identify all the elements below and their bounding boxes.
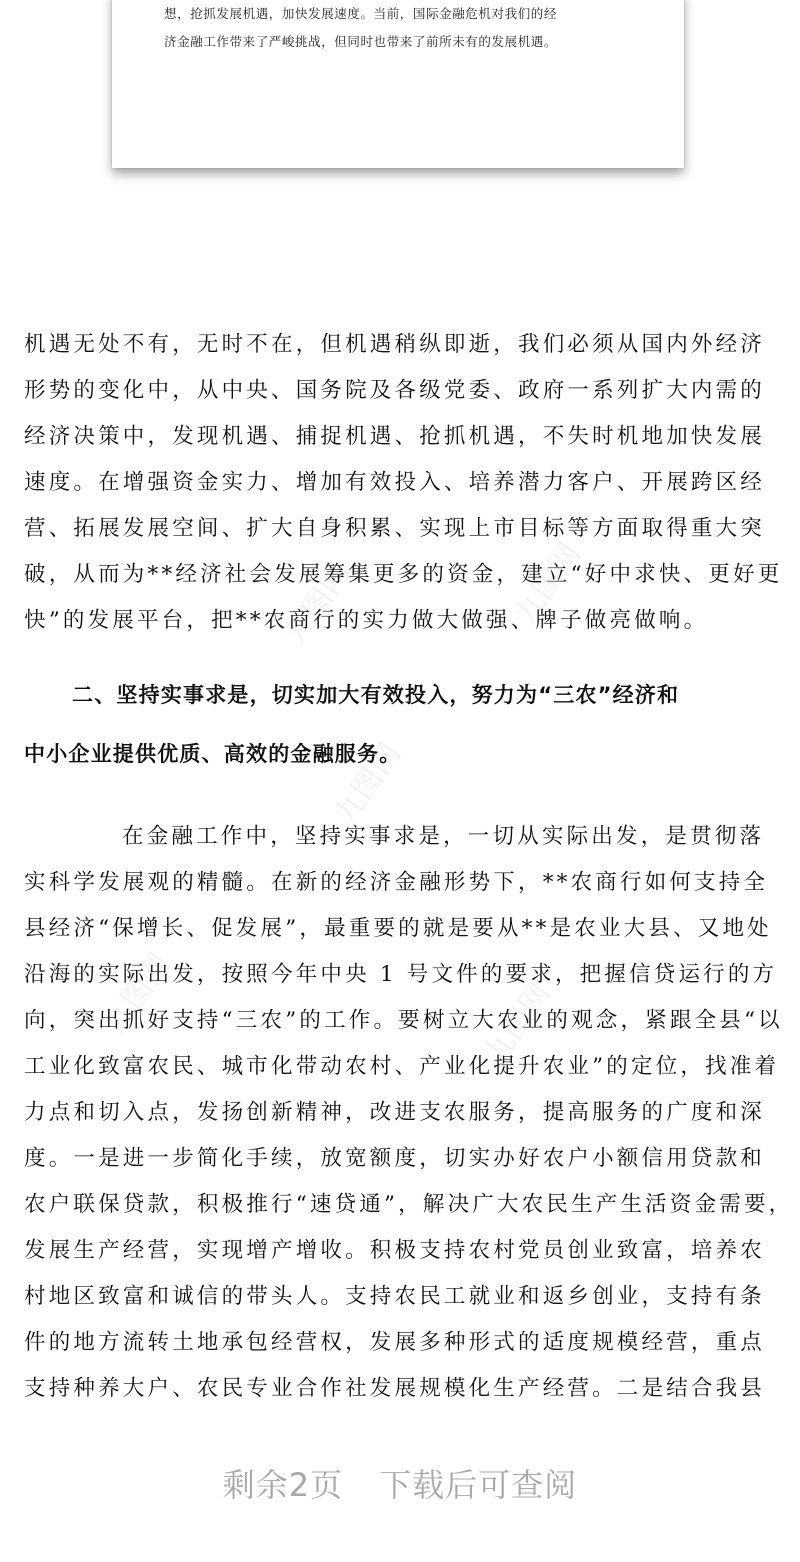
heading-line: 中小企业提供优质、高效的金融服务。 [24, 742, 402, 766]
text-line: 农户联保贷款，积极推行“速贷通”，解决广大农民生产生活资金需要， [24, 1192, 794, 1217]
download-banner[interactable] [0, 1460, 800, 1510]
text-line: 实科学发展观的精髓。在新的经济金融形势下，**农商行如何支持全 [24, 870, 769, 895]
watermark: 九图网 [477, 977, 559, 1071]
preview-text [164, 0, 654, 56]
remaining-pages-text: 剩余2页 [222, 1466, 344, 1504]
text-line: 工业化致富农民、城市化带动农村、产业化提升农业”的定位，找准着 [24, 1054, 780, 1079]
watermark: 九图网 [277, 557, 359, 651]
watermark: 九图网 [327, 737, 409, 831]
download-to-view-text[interactable]: 下载后可查阅 [379, 1466, 578, 1504]
text-line: 速度。在增强资金实力、增加有效投入、培养潜力客户、开展跨区经 [24, 470, 766, 495]
text-line: 形势的变化中，从中央、国务院及各级党委、政府一系列扩大内需的 [24, 378, 766, 403]
preview-page-card [112, 0, 684, 168]
text-line: 破，从而为**经济社会发展筹集更多的资金，建立“好中求快、更好更 [24, 562, 783, 587]
text-line: 快”的发展平台，把**农商行的实力做大做强、牌子做亮做响。 [24, 608, 709, 633]
text-line: 支持种养大户、农民专业合作社发展规模化生产经营。二是结合我县 [24, 1376, 766, 1401]
preview-line: 想，抢抓发展机遇，加快发展速度。当前，国际金融危机对我们的经 [164, 6, 558, 21]
text-line: 力点和切入点，发扬创新精神，改进支农服务，提高服务的广度和深 [24, 1100, 766, 1125]
text-line: 营、拓展发展空间、扩大自身积累、实现上市目标等方面取得重大突 [24, 516, 766, 541]
watermark: 九图网 [507, 537, 589, 631]
heading-line: 二、坚持实事求是，切实加大有效投入，努力为“三农”经济和 [72, 683, 680, 707]
text-line: 机遇无处不有，无时不在，但机遇稍纵即逝，我们必须从国内外经济 [24, 332, 766, 357]
text-line: 在金融工作中，坚持实事求是，一切从实际出发，是贯彻落 [122, 824, 765, 849]
text-line: 向，突出抓好支持“三农”的工作。要树立大农业的观念，紧跟全县“以 [24, 1008, 783, 1033]
text-line: 沿海的实际出发，按照今年中央 1 号文件的要求，把握信贷运行的方 [24, 962, 778, 987]
text-line: 度。一是进一步简化手续，放宽额度，切实办好农户小额信用贷款和 [24, 1146, 766, 1171]
text-line: 发展生产经营，实现增产增收。积极支持农村党员创业致富，培养农 [24, 1238, 766, 1263]
text-line: 件的地方流转土地承包经营权，发展多种形式的适度规模经营，重点 [24, 1330, 766, 1355]
watermark: 九图网 [97, 947, 179, 1041]
text-line: 村地区致富和诚信的带头人。支持农民工就业和返乡创业，支持有条 [24, 1284, 766, 1309]
text-line: 经济决策中，发现机遇、捕捉机遇、抢抓机遇，不失时机地加快发展 [24, 424, 766, 449]
preview-line: 济金融工作带来了严峻挑战，但同时也带来了前所未有的发展机遇。 [164, 34, 558, 49]
text-line: 县经济“保增长、促发展”，最重要的就是要从**是农业大县、又地处 [24, 916, 772, 941]
